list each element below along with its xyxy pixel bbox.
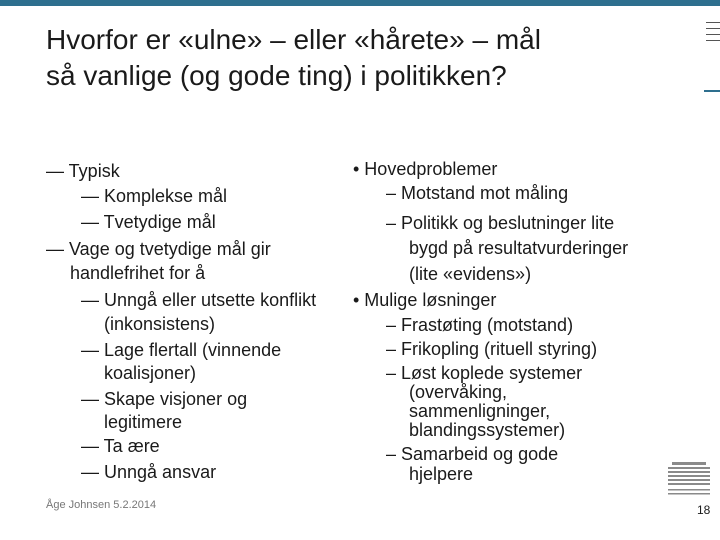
- left-item: — Vage og tvetydige mål gir: [46, 239, 271, 259]
- left-item: — Typisk: [46, 161, 120, 181]
- left-item: — Ta ære: [81, 436, 160, 456]
- page-number: 18: [697, 503, 711, 517]
- left-item: — Unngå eller utsette konflikt: [81, 290, 317, 310]
- right-item: – Frastøting (motstand): [386, 315, 574, 335]
- slide-title-line-2: så vanlige (og gode ting) i politikken?: [46, 60, 507, 91]
- left-item: — Lage flertall (vinnende: [81, 340, 282, 360]
- institution-logo: [664, 460, 714, 500]
- right-item: – Politikk og beslutninger lite: [386, 213, 615, 233]
- decorative-lines: [706, 22, 720, 46]
- slide-title-line-1: Hvorfor er «ulne» – eller «hårete» – mål: [46, 24, 541, 55]
- right-item: sammenligninger,: [409, 401, 551, 421]
- right-item: • Mulige løsninger: [353, 290, 497, 310]
- left-item: — Skape visjoner og: [81, 389, 248, 409]
- right-item: hjelpere: [409, 464, 474, 484]
- right-item: – Frikopling (rituell styring): [386, 339, 598, 359]
- left-item: — Tvetydige mål: [81, 212, 216, 232]
- decorative-underline: [704, 90, 720, 92]
- left-item: — Komplekse mål: [81, 186, 228, 206]
- right-item: (lite «evidens»): [409, 264, 532, 284]
- right-item: (overvåking,: [409, 382, 508, 402]
- right-item: – Løst koplede systemer: [386, 363, 583, 383]
- left-item: koalisjoner): [104, 363, 197, 383]
- right-item: bygd på resultatvurderinger: [409, 238, 629, 258]
- left-item: legitimere: [104, 412, 183, 432]
- left-item: — Unngå ansvar: [81, 462, 217, 482]
- right-item: • Hovedproblemer: [353, 159, 498, 179]
- left-item: handlefrihet for å: [70, 263, 206, 283]
- right-item: blandingssystemer): [409, 420, 566, 440]
- right-item: – Samarbeid og gode: [386, 444, 559, 464]
- slide-title: [46, 22, 686, 94]
- left-item: (inkonsistens): [104, 314, 216, 334]
- right-item: – Motstand mot måling: [386, 183, 569, 203]
- footer-author-date: Åge Johnsen 5.2.2014: [46, 499, 157, 511]
- top-accent-bar: [0, 0, 720, 6]
